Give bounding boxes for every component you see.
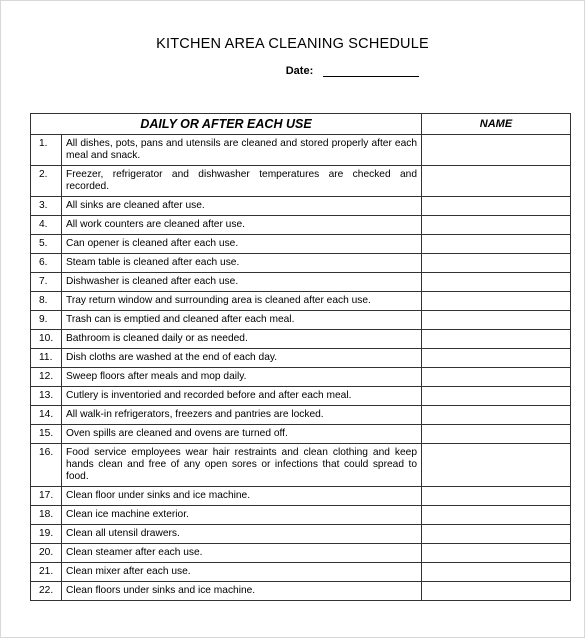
row-number: 18.	[31, 506, 62, 525]
task-description: Clean floor under sinks and ice machine.	[62, 487, 422, 506]
task-description: Cutlery is inventoried and recorded before and after each meal.	[62, 387, 422, 406]
name-cell[interactable]	[422, 563, 571, 582]
task-description: Steam table is cleaned after each use.	[62, 254, 422, 273]
cleaning-schedule-table	[30, 113, 571, 601]
name-cell[interactable]	[422, 368, 571, 387]
row-number: 19.	[31, 525, 62, 544]
name-cell[interactable]	[422, 406, 571, 425]
table-row	[31, 135, 571, 166]
task-description: All walk-in refrigerators, freezers and pantries are locked.	[62, 406, 422, 425]
task-description: Clean floors under sinks and ice machine.	[62, 582, 422, 601]
table-row	[31, 444, 571, 487]
name-cell[interactable]	[422, 506, 571, 525]
table-row	[31, 368, 571, 387]
table-row	[31, 506, 571, 525]
table-row	[31, 487, 571, 506]
name-cell[interactable]	[422, 197, 571, 216]
name-cell[interactable]	[422, 544, 571, 563]
name-cell[interactable]	[422, 254, 571, 273]
table-row	[31, 254, 571, 273]
row-number: 3.	[31, 197, 62, 216]
task-description: Dish cloths are washed at the end of each day.	[62, 349, 422, 368]
name-cell[interactable]	[422, 273, 571, 292]
table-row	[31, 330, 571, 349]
row-number: 21.	[31, 563, 62, 582]
table-row	[31, 166, 571, 197]
row-number: 6.	[31, 254, 62, 273]
name-cell[interactable]	[422, 387, 571, 406]
task-description: Freezer, refrigerator and dishwasher temperatures are checked and recorded.	[62, 166, 422, 197]
table-body	[31, 135, 571, 601]
name-cell[interactable]	[422, 487, 571, 506]
task-description: Tray return window and surrounding area is cleaned after each use.	[62, 292, 422, 311]
row-number: 17.	[31, 487, 62, 506]
name-header: NAME	[422, 114, 571, 135]
row-number: 4.	[31, 216, 62, 235]
row-number: 14.	[31, 406, 62, 425]
row-number: 10.	[31, 330, 62, 349]
document-title: KITCHEN AREA CLEANING SCHEDULE	[156, 36, 429, 52]
row-number: 7.	[31, 273, 62, 292]
table-row	[31, 235, 571, 254]
name-cell[interactable]	[422, 425, 571, 444]
table-row	[31, 387, 571, 406]
row-number: 5.	[31, 235, 62, 254]
row-number: 20.	[31, 544, 62, 563]
name-cell[interactable]	[422, 330, 571, 349]
name-cell[interactable]	[422, 135, 571, 166]
row-number: 12.	[31, 368, 62, 387]
table-row	[31, 525, 571, 544]
row-number: 8.	[31, 292, 62, 311]
table-row	[31, 544, 571, 563]
table-row	[31, 273, 571, 292]
task-description: All sinks are cleaned after use.	[62, 197, 422, 216]
name-cell[interactable]	[422, 349, 571, 368]
name-cell[interactable]	[422, 216, 571, 235]
row-number: 11.	[31, 349, 62, 368]
task-description: Oven spills are cleaned and ovens are turned off.	[62, 425, 422, 444]
table-row	[31, 406, 571, 425]
date-row	[1, 65, 584, 77]
task-description: All dishes, pots, pans and utensils are cleaned and stored properly after each meal and snack.	[62, 135, 422, 166]
task-description: Clean all utensil drawers.	[62, 525, 422, 544]
row-number: 15.	[31, 425, 62, 444]
name-cell[interactable]	[422, 235, 571, 254]
row-number: 2.	[31, 166, 62, 197]
table-row	[31, 197, 571, 216]
task-description: Bathroom is cleaned daily or as needed.	[62, 330, 422, 349]
name-cell[interactable]	[422, 582, 571, 601]
name-cell[interactable]	[422, 444, 571, 487]
date-label: Date:	[285, 65, 314, 77]
task-description: Clean mixer after each use.	[62, 563, 422, 582]
table-row	[31, 563, 571, 582]
task-description: Can opener is cleaned after each use.	[62, 235, 422, 254]
name-cell[interactable]	[422, 311, 571, 330]
task-description: Food service employees wear hair restraints and clean clothing and keep hands clean and free of any open sores or infections that could spread to food.	[62, 444, 422, 487]
name-cell[interactable]	[422, 166, 571, 197]
table-row	[31, 425, 571, 444]
row-number: 1.	[31, 135, 62, 166]
table-header-row	[31, 114, 571, 135]
row-number: 9.	[31, 311, 62, 330]
row-number: 22.	[31, 582, 62, 601]
task-description: Clean steamer after each use.	[62, 544, 422, 563]
section-header: DAILY OR AFTER EACH USE	[31, 114, 422, 135]
task-description: Trash can is emptied and cleaned after each meal.	[62, 311, 422, 330]
row-number: 13.	[31, 387, 62, 406]
task-description: All work counters are cleaned after use.	[62, 216, 422, 235]
table-row	[31, 216, 571, 235]
task-description: Dishwasher is cleaned after each use.	[62, 273, 422, 292]
table-row	[31, 582, 571, 601]
task-description: Sweep floors after meals and mop daily.	[62, 368, 422, 387]
table-row	[31, 292, 571, 311]
table-row	[31, 349, 571, 368]
task-description: Clean ice machine exterior.	[62, 506, 422, 525]
table-row	[31, 311, 571, 330]
name-cell[interactable]	[422, 292, 571, 311]
row-number: 16.	[31, 444, 62, 487]
date-input-line[interactable]	[323, 65, 419, 77]
name-cell[interactable]	[422, 525, 571, 544]
